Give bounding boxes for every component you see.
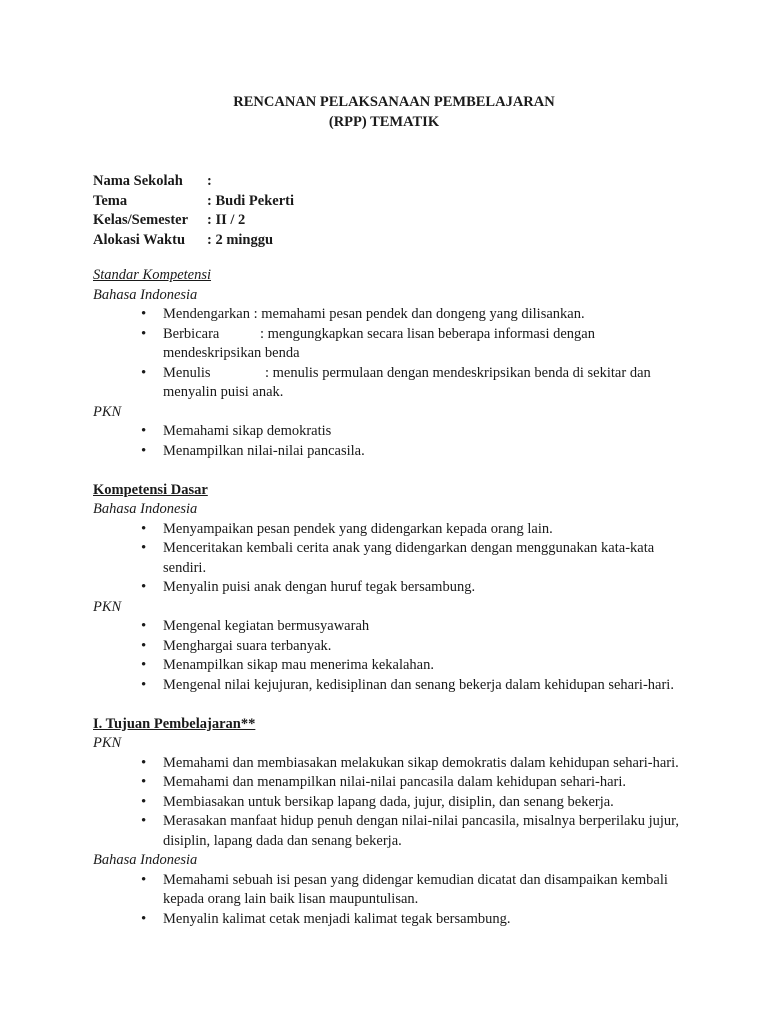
- sk-heading: Standar Kompetensi: [93, 267, 212, 283]
- kd-pkn-list: [93, 617, 683, 695]
- identity-block: [93, 172, 294, 250]
- list-item: • Menceritakan kembali cerita anak yang didengarkan dengan menggunakan kata-kata sendiri.: [93, 539, 683, 578]
- list-item: • Menulis : menulis permulaan dengan mendeskripsikan benda di sekitar dan menyalin puisi anak.: [93, 364, 683, 403]
- list-item: • Mengenal kegiatan bermusyawarah: [93, 617, 683, 637]
- tp-heading: I. Tujuan Pembelajaran**: [93, 715, 256, 732]
- list-item: • Menyalin kalimat cetak menjadi kalimat tegak bersambung.: [93, 910, 683, 930]
- sk-pkn-list: [93, 422, 683, 461]
- sk-pkn-label: PKN: [93, 403, 122, 420]
- tp-pkn-label: PKN: [93, 735, 122, 751]
- tp-bi-label: Bahasa Indonesia: [93, 852, 198, 868]
- sk-bi-list: [93, 305, 683, 403]
- tp-pkn-list: [93, 754, 683, 852]
- list-item: • Menyalin puisi anak dengan huruf tegak bersambung.: [93, 578, 683, 598]
- document-body: [93, 266, 683, 929]
- identity-row-theme: Tema : Budi Pekerti: [93, 192, 294, 209]
- list-item: • Memahami sebuah isi pesan yang didengar kemudian dicatat dan disampaikan kembali kepada orang lain baik lisan maupuntulisan.: [93, 871, 683, 910]
- list-item: • Mengenal nilai kejujuran, kedisiplinan dan senang bekerja dalam kehidupan sehari-hari.: [93, 676, 683, 696]
- list-item: • Menyampaikan pesan pendek yang didengarkan kepada orang lain.: [93, 520, 683, 540]
- tp-bi-list: [93, 871, 683, 930]
- list-item: • Membiasakan untuk bersikap lapang dada, jujur, disiplin, dan senang bekerja.: [93, 793, 683, 813]
- list-item: • Menghargai suara terbanyak.: [93, 637, 683, 657]
- list-item: • Memahami dan membiasakan melakukan sikap demokratis dalam kehidupan sehari-hari.: [93, 754, 683, 774]
- kd-heading: Kompetensi Dasar: [93, 481, 208, 498]
- kd-bi-list: [93, 520, 683, 598]
- list-item: • Mendengarkan : memahami pesan pendek dan dongeng yang dilisankan.: [93, 305, 683, 325]
- list-item: • Memahami dan menampilkan nilai-nilai pancasila dalam kehidupan sehari-hari.: [93, 773, 683, 793]
- list-item: • Menampilkan nilai-nilai pancasila.: [93, 442, 683, 462]
- list-item: • Merasakan manfaat hidup penuh dengan nilai-nilai pancasila, misalnya berperilaku jujur, disiplin, lapang dada dan senang bekerja.: [93, 812, 683, 851]
- kd-bi-label: Bahasa Indonesia: [93, 501, 198, 517]
- identity-row-time: Alokasi Waktu : 2 minggu: [93, 231, 274, 248]
- identity-row-class: Kelas/Semester : II / 2: [93, 212, 246, 228]
- doc-title-line2: (RPP) TEMATIK: [328, 114, 440, 130]
- list-item: • Memahami sikap demokratis: [93, 422, 683, 442]
- sk-bi-label: Bahasa Indonesia: [93, 286, 198, 303]
- identity-row-school: Nama Sekolah :: [93, 173, 212, 189]
- list-item: • Berbicara : mengungkapkan secara lisan beberapa informasi dengan mendeskripsikan benda: [93, 325, 683, 364]
- doc-title-line1: RENCANAN PELAKSANAAN PEMBELAJARAN: [233, 94, 555, 110]
- list-item: • Menampilkan sikap mau menerima kekalahan.: [93, 656, 683, 676]
- kd-pkn-label: PKN: [93, 598, 122, 615]
